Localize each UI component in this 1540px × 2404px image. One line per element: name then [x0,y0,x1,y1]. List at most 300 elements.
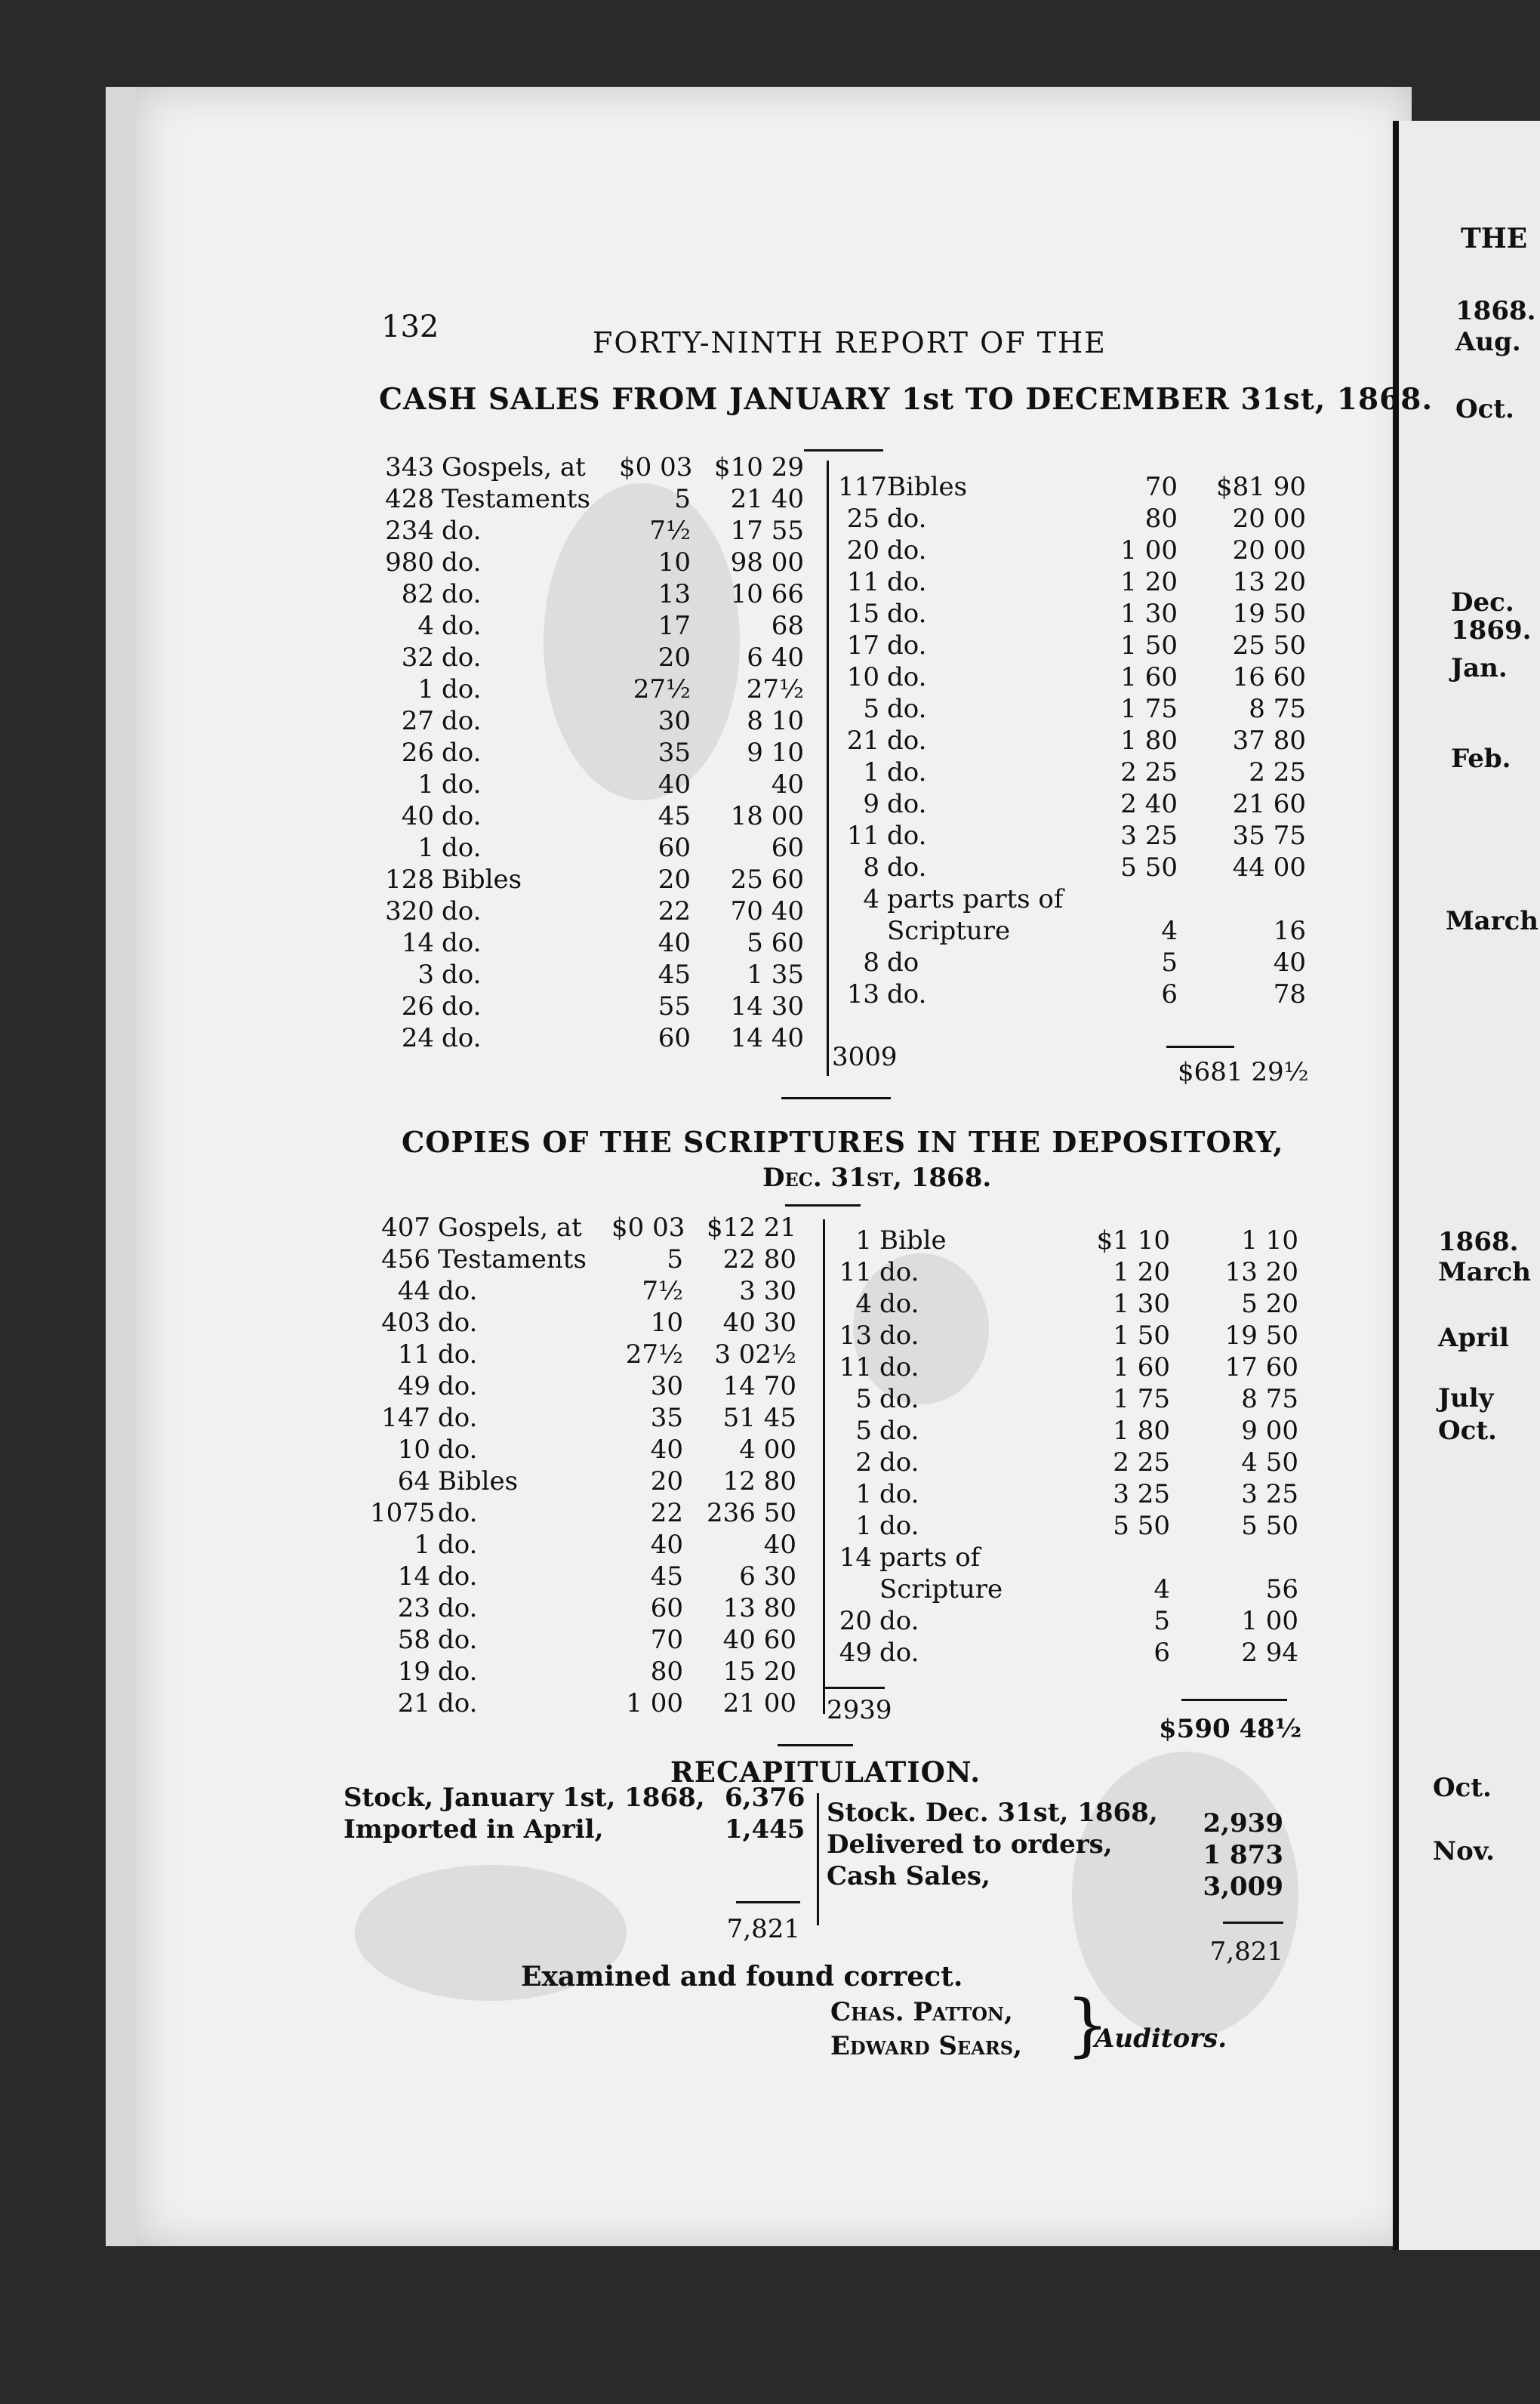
item-cell: do. [442,833,482,863]
item-cell: do. [442,991,482,1022]
price-cell: 4 [1153,1574,1170,1604]
total-cell: 5 50 [1241,1511,1298,1541]
table-row [838,883,1306,915]
qty-cell: 44 [397,1276,430,1306]
item-cell: do. [442,611,482,641]
price-cell: 40 [658,928,691,958]
table-row [377,673,819,705]
price-cell: 35 [650,1403,683,1433]
table-row [838,725,1306,757]
total-cell: 68 [771,611,804,641]
table-row [370,1497,812,1529]
table-row [377,959,819,991]
qty-cell: 58 [397,1625,430,1655]
item-cell: do. [442,928,482,958]
qty-cell: 14 [397,1561,430,1592]
item-cell: do. [879,1447,919,1478]
table-row [370,1656,812,1687]
qty-cell: 17 [846,630,879,661]
total-cell: 1 10 [1241,1225,1298,1256]
qty-cell: 147 [381,1403,430,1433]
table-row [830,1605,1298,1637]
total-cell: $12 21 [707,1213,796,1243]
recap-left-value: 1,445 [725,1814,805,1845]
item-cell: do. [442,674,482,704]
book-page-right [1393,121,1540,2250]
total-cell: 4 00 [739,1435,796,1465]
price-cell: 70 [650,1625,683,1655]
margin-date: March [1446,906,1539,936]
item-cell: do. [442,547,482,578]
qty-cell: 49 [839,1638,872,1668]
total-cell: 5 60 [747,928,804,958]
cash-sales-left-table [377,452,819,1054]
total-cell: 20 00 [1232,504,1306,534]
table-row [370,1434,812,1466]
price-cell: 30 [658,706,691,736]
item-cell: do. [438,1498,478,1528]
price-cell: 45 [658,960,691,990]
item-cell: do [887,948,919,978]
total-cell: 14 30 [730,991,804,1022]
qty-cell: 10 [846,662,879,692]
table-row [830,1320,1298,1351]
recap-right-values [1193,1808,1283,1903]
total-cell: 2 94 [1241,1638,1298,1668]
total-cell: 35 75 [1232,821,1306,851]
table-row [838,471,1306,503]
table-row [377,642,819,673]
recap-left [343,1782,705,1845]
qty-cell: 11 [839,1257,872,1287]
qty-cell [830,1573,872,1605]
table-row [838,979,1306,1010]
price-cell: 1 00 [626,1688,683,1718]
recap-right-label: Stock. Dec. 31st, 1868, [827,1798,1158,1828]
item-cell: do. [442,801,482,831]
price-cell: 1 75 [1120,694,1178,724]
cash-sales-total-copies: 3009 [832,1042,898,1072]
table-row [830,1288,1298,1320]
table-row [377,1022,819,1054]
total-cell: 21 60 [1232,789,1306,819]
table-row [838,852,1306,883]
recap-right-value: 3,009 [1203,1872,1283,1902]
depository-left-table [370,1212,812,1719]
qty-cell: 1 [855,1225,872,1256]
qty-cell: 32 [401,643,434,673]
item-cell: do. [887,852,927,883]
table-row [377,895,819,927]
item-cell: do. [438,1530,478,1560]
item-cell: do. [887,567,927,597]
price-cell: 5 [667,1244,683,1274]
price-cell: 10 [658,547,691,578]
price-cell: 40 [650,1435,683,1465]
total-cell: 3 30 [739,1276,796,1306]
qty-cell: 128 [385,865,434,895]
column-divider [827,461,829,1076]
total-cell: 21 40 [730,484,804,514]
table-row [377,578,819,610]
depository-right-table [830,1225,1298,1669]
recap-left-total: 7,821 [726,1914,800,1944]
price-cell: 30 [650,1371,683,1401]
item-cell: do. [879,1321,919,1351]
price-cell: 1 50 [1120,630,1178,661]
table-row [830,1383,1298,1415]
price-cell: 5 [1153,1606,1170,1636]
price-cell: 20 [658,865,691,895]
price-cell: 45 [650,1561,683,1592]
recap-right-value: 2,939 [1203,1808,1283,1838]
depository-total-copies: 2939 [827,1695,892,1725]
qty-cell: 40 [401,801,434,831]
table-row [830,1510,1298,1542]
table-row [377,610,819,642]
table-row [830,1637,1298,1669]
price-cell: 17 [658,611,691,641]
item-cell: Scripture [887,916,1011,946]
item-cell: do. [438,1593,478,1623]
item-cell: do. [442,896,482,926]
table-row [838,566,1306,598]
item-cell: do. [887,535,927,566]
price-cell: 7½ [642,1276,683,1306]
total-cell: 15 20 [722,1657,796,1687]
total-cell: 27½ [746,674,804,704]
item-cell: do. [887,694,927,724]
qty-cell: 1 [855,1479,872,1509]
item-cell: do. [879,1479,919,1509]
right-page-head: THE [1461,223,1528,254]
item-cell: do. [887,979,927,1009]
total-cell: 56 [1265,1574,1298,1604]
table-row [370,1244,812,1275]
item-cell: do. [442,516,482,546]
total-cell: 236 50 [707,1498,796,1528]
table-row [377,515,819,547]
table-row [370,1592,812,1624]
total-cell: 18 00 [730,801,804,831]
price-cell: 55 [658,991,691,1022]
item-cell: do. [442,1023,482,1053]
qty-cell: 1 [417,674,434,704]
price-cell: 1 60 [1120,662,1178,692]
item-cell: do. [887,630,927,661]
qty-cell: 24 [401,1023,434,1053]
item-cell: Gospels, at [438,1213,582,1243]
total-cell: 98 00 [730,547,804,578]
divider [785,1204,861,1207]
depository-total-amount: $590 48½ [1159,1714,1302,1744]
margin-date: 1868. [1455,296,1536,326]
qty-cell: 5 [855,1416,872,1446]
table-row [838,788,1306,820]
table-row [838,535,1306,566]
price-cell: 45 [658,801,691,831]
price-cell: 6 [1153,1638,1170,1668]
price-cell: 1 50 [1113,1321,1170,1351]
total-cell: 3 02½ [714,1339,796,1370]
table-row [377,705,819,737]
price-cell: 5 50 [1120,852,1178,883]
qty-cell: 2 [855,1447,872,1478]
price-cell: 1 60 [1113,1352,1170,1382]
item-cell: do. [438,1625,478,1655]
qty-cell: 3 [417,960,434,990]
qty-cell: 8 [863,948,879,978]
total-cell: 70 40 [730,896,804,926]
total-cell: 13 80 [722,1593,796,1623]
total-cell: 14 40 [730,1023,804,1053]
table-row [377,800,819,832]
qty-cell [838,915,879,947]
qty-cell: 9 [863,789,879,819]
total-cell: 37 80 [1232,726,1306,756]
qty-cell: 21 [397,1688,430,1718]
total-rule [736,1901,800,1903]
total-cell: 8 10 [747,706,804,736]
total-cell: 12 80 [722,1466,796,1496]
price-cell: 60 [658,833,691,863]
table-row [830,1478,1298,1510]
auditor-name: Edward Sears, [830,2031,1022,2061]
item-cell: do. [438,1403,478,1433]
total-cell: 19 50 [1232,599,1306,629]
qty-cell: 23 [397,1593,430,1623]
price-cell: 70 [1144,472,1178,502]
qty-cell: 13 [839,1321,872,1351]
table-row [830,1447,1298,1478]
recap-left-value: 6,376 [725,1783,805,1813]
total-rule [824,1687,885,1689]
table-row [377,769,819,800]
total-cell: 13 20 [1232,567,1306,597]
price-cell: 13 [658,579,691,609]
price-cell: 60 [650,1593,683,1623]
price-cell: 6 [1161,979,1178,1009]
qty-cell: 980 [385,547,434,578]
item-cell: do. [879,1416,919,1446]
price-cell: 27½ [625,1339,683,1370]
table-row [830,1225,1298,1256]
price-cell: 2 25 [1113,1447,1170,1478]
item-cell: do. [879,1289,919,1319]
item-cell: do. [442,579,482,609]
table-row [377,864,819,895]
qty-cell: 320 [385,896,434,926]
total-cell: 5 20 [1241,1289,1298,1319]
price-cell: 1 75 [1113,1384,1170,1414]
table-row [370,1687,812,1719]
total-cell: 13 20 [1224,1257,1298,1287]
total-cell: 40 [1273,948,1306,978]
item-cell: do. [438,1339,478,1370]
item-cell: do. [879,1352,919,1382]
qty-cell: 26 [401,991,434,1022]
certification-statement: Examined and found correct. [521,1961,963,1993]
qty-cell: 234 [385,516,434,546]
qty-cell: 20 [846,535,879,566]
qty-cell: 428 [385,484,434,514]
price-cell: 5 [674,484,691,514]
total-cell: 22 80 [722,1244,796,1274]
price-cell: $0 03 [611,1213,685,1243]
item-cell: do. [438,1688,478,1718]
table-row [370,1339,812,1370]
item-cell: Testaments [442,484,590,514]
total-cell: 78 [1273,979,1306,1009]
table-row [838,947,1306,979]
margin-date: Aug. [1455,327,1521,357]
price-cell: 5 [1161,948,1178,978]
table-row [370,1624,812,1656]
total-cell: 21 00 [722,1688,796,1718]
qty-cell: 343 [385,452,434,482]
table-row [838,915,1306,947]
item-cell: do. [438,1276,478,1306]
qty-cell: 64 [397,1466,430,1496]
price-cell: 2 40 [1120,789,1178,819]
qty-cell: 21 [846,726,879,756]
item-cell: do. [879,1638,919,1668]
qty-cell: 1 [417,769,434,800]
cash-sales-title: CASH SALES FROM JANUARY 1st TO DECEMBER 31st, 1868. [379,382,1434,417]
qty-cell: 1 [863,757,879,787]
item-cell: do. [887,662,927,692]
table-row [370,1466,812,1497]
qty-cell: 14 [839,1543,872,1573]
table-row [377,832,819,864]
qty-cell: 1075 [370,1498,436,1528]
total-cell [1178,883,1306,915]
price-cell: 20 [658,643,691,673]
table-row [377,547,819,578]
page-number: 132 [381,310,439,344]
recap-right-label: Delivered to orders, [827,1829,1113,1860]
price-cell: 40 [658,769,691,800]
total-cell: 60 [771,833,804,863]
qty-cell: 15 [846,599,879,629]
price-cell: 1 30 [1120,599,1178,629]
item-cell: do. [442,738,482,768]
total-cell: 3 25 [1241,1479,1298,1509]
table-row [377,991,819,1022]
price-cell: 1 30 [1113,1289,1170,1319]
qty-cell: 1 [855,1511,872,1541]
total-cell: 25 50 [1232,630,1306,661]
recap-left-values [725,1782,805,1845]
column-divider [817,1793,819,1925]
cash-sales-total-amount: $681 29½ [1178,1057,1309,1087]
item-cell: parts of [879,1543,981,1573]
total-cell: 1 35 [747,960,804,990]
item-cell: do. [887,789,927,819]
price-cell [1068,1542,1170,1573]
item-cell: do. [438,1308,478,1338]
item-cell: do. [879,1384,919,1414]
total-cell: 6 30 [739,1561,796,1592]
table-row [370,1561,812,1592]
total-cell: $10 29 [714,452,804,482]
margin-date: Nov. [1433,1836,1495,1866]
divider [781,1097,891,1099]
item-cell: do. [887,757,927,787]
price-cell: 3 25 [1120,821,1178,851]
qty-cell: 5 [855,1384,872,1414]
divider [778,1744,853,1746]
margin-date: 1869. [1451,615,1532,646]
qty-cell: 4 [855,1289,872,1319]
table-row [830,1415,1298,1447]
item-cell: do. [438,1435,478,1465]
item-cell: do. [879,1511,919,1541]
price-cell: 10 [650,1308,683,1338]
total-cell: 51 45 [722,1403,796,1433]
qty-cell: 456 [381,1244,430,1274]
table-row [370,1307,812,1339]
qty-cell: 82 [401,579,434,609]
margin-date: Oct. [1433,1773,1492,1803]
qty-cell: 4 [417,611,434,641]
price-cell [1076,883,1178,915]
table-row [838,598,1306,630]
qty-cell: 403 [381,1308,430,1338]
table-row [377,452,819,483]
item-cell: do. [887,599,927,629]
recap-right-total: 7,821 [1209,1937,1283,1967]
table-row [377,737,819,769]
table-row [838,757,1306,788]
table-row [370,1402,812,1434]
price-cell: 22 [650,1498,683,1528]
depository-title: COPIES OF THE SCRIPTURES IN THE DEPOSITORY, [402,1125,1284,1159]
auditors-role: Auditors. [1095,2023,1227,2054]
total-cell: 14 70 [722,1371,796,1401]
total-cell: 1 00 [1241,1606,1298,1636]
item-cell: parts parts of [887,884,1064,914]
table-row [830,1351,1298,1383]
total-cell: 6 40 [747,643,804,673]
qty-cell: 11 [846,821,879,851]
margin-date: Dec. [1451,587,1514,618]
total-cell: 9 10 [747,738,804,768]
recap-right [827,1797,1158,1892]
price-cell: 80 [650,1657,683,1687]
qty-cell: 25 [846,504,879,534]
item-cell: do. [879,1606,919,1636]
total-cell: 40 [771,769,804,800]
qty-cell: 26 [401,738,434,768]
table-row [370,1529,812,1561]
total-cell: 9 00 [1241,1416,1298,1446]
margin-date: Feb. [1451,744,1511,774]
column-divider [823,1219,825,1714]
margin-date: July [1438,1383,1494,1413]
table-row [377,483,819,515]
item-cell: do. [438,1561,478,1592]
price-cell: 60 [658,1023,691,1053]
recap-right-value: 1 873 [1203,1840,1283,1870]
qty-cell: 10 [397,1435,430,1465]
total-rule [1181,1699,1287,1701]
qty-cell: 8 [863,852,879,883]
item-cell: do. [887,726,927,756]
item-cell: Bible [879,1225,947,1256]
recap-left-label: Stock, January 1st, 1868, [343,1783,705,1813]
table-row [838,661,1306,693]
